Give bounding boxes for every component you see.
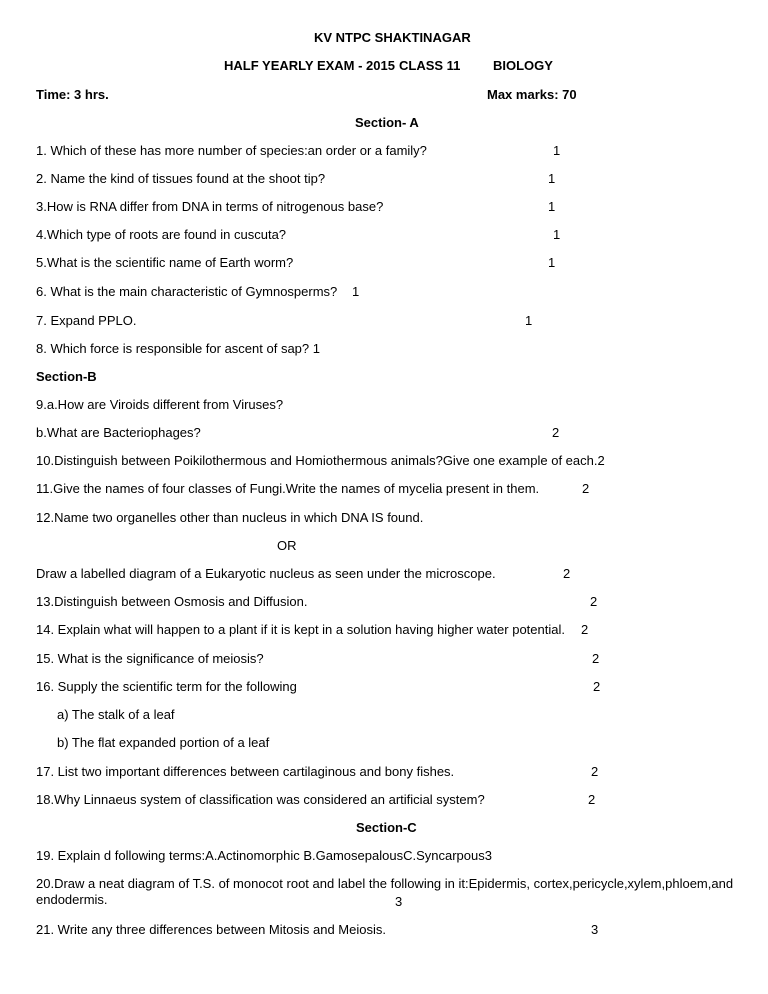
question-12: 12.Name two organelles other than nucleus in which DNA IS found.: [36, 510, 424, 525]
question-21-marks: 3: [591, 922, 599, 937]
question-16-marks: 2: [593, 679, 601, 694]
question-16b: b) The flat expanded portion of a leaf: [57, 735, 270, 750]
question-11-marks: 2: [582, 481, 590, 496]
question-17: 17. List two important differences between cartilaginous and bony fishes.: [36, 764, 455, 779]
question-4: 4.Which type of roots are found in cuscuta?: [36, 227, 287, 242]
question-10: 10.Distinguish between Poikilothermous and Homiothermous animals?Give one example of each.2: [36, 453, 605, 468]
question-5-marks: 1: [548, 255, 556, 270]
section-c-title: Section-C: [356, 820, 417, 835]
max-marks-label: Max marks: 70: [487, 87, 577, 102]
question-7: 7. Expand PPLO.: [36, 313, 137, 328]
question-6: 6. What is the main characteristic of Gymnosperms?: [36, 284, 338, 299]
exam-title: HALF YEARLY EXAM - 2015: [224, 58, 395, 73]
question-14-marks: 2: [581, 622, 589, 637]
question-17-marks: 2: [591, 764, 599, 779]
question-2-marks: 1: [548, 171, 556, 186]
question-9-marks: 2: [552, 425, 560, 440]
question-5: 5.What is the scientific name of Earth worm?: [36, 255, 294, 270]
question-6-marks: 1: [352, 284, 360, 299]
question-14: 14. Explain what will happen to a plant if it is kept in a solution having higher water potential.: [36, 622, 565, 637]
question-13: 13.Distinguish between Osmosis and Diffusion.: [36, 594, 308, 609]
school-name: KV NTPC SHAKTINAGAR: [314, 30, 471, 45]
subject-label: BIOLOGY: [493, 58, 553, 73]
question-20-marks: 3: [395, 894, 403, 909]
question-1: 1. Which of these has more number of species:an order or a family?: [36, 143, 427, 158]
or-label: OR: [277, 538, 297, 553]
question-3: 3.How is RNA differ from DNA in terms of nitrogenous base?: [36, 199, 384, 214]
question-9a: 9.a.How are Viroids different from Viruses?: [36, 397, 284, 412]
question-12-marks: 2: [563, 566, 571, 581]
question-11: 11.Give the names of four classes of Fungi.Write the names of mycelia present in them.: [36, 481, 540, 496]
question-15-marks: 2: [592, 651, 600, 666]
question-15: 15. What is the significance of meiosis?: [36, 651, 264, 666]
question-19: 19. Explain d following terms:A.Actinomorphic B.GamosepalousC.Syncarpous3: [36, 848, 492, 863]
question-12-alt: Draw a labelled diagram of a Eukaryotic nucleus as seen under the microscope.: [36, 566, 496, 581]
question-13-marks: 2: [590, 594, 598, 609]
time-label: Time: 3 hrs.: [36, 87, 109, 102]
question-1-marks: 1: [553, 143, 561, 158]
question-9b: b.What are Bacteriophages?: [36, 425, 201, 440]
question-4-marks: 1: [553, 227, 561, 242]
question-3-marks: 1: [548, 199, 556, 214]
question-8: 8. Which force is responsible for ascent of sap? 1: [36, 341, 320, 356]
question-21: 21. Write any three differences between Mitosis and Meiosis.: [36, 922, 386, 937]
class-label: CLASS 11: [399, 58, 461, 73]
question-2: 2. Name the kind of tissues found at the shoot tip?: [36, 171, 326, 186]
question-16: 16. Supply the scientific term for the following: [36, 679, 297, 694]
section-b-title: Section-B: [36, 369, 97, 384]
question-20: 20.Draw a neat diagram of T.S. of monocot root and label the following in it:Epidermis, cortex,pericycle,xylem,phloem,and endodermis.: [36, 876, 734, 907]
question-16a: a) The stalk of a leaf: [57, 707, 175, 722]
question-18-marks: 2: [588, 792, 596, 807]
question-7-marks: 1: [525, 313, 533, 328]
section-a-title: Section- A: [355, 115, 419, 130]
question-18: 18.Why Linnaeus system of classification was considered an artificial system?: [36, 792, 485, 807]
